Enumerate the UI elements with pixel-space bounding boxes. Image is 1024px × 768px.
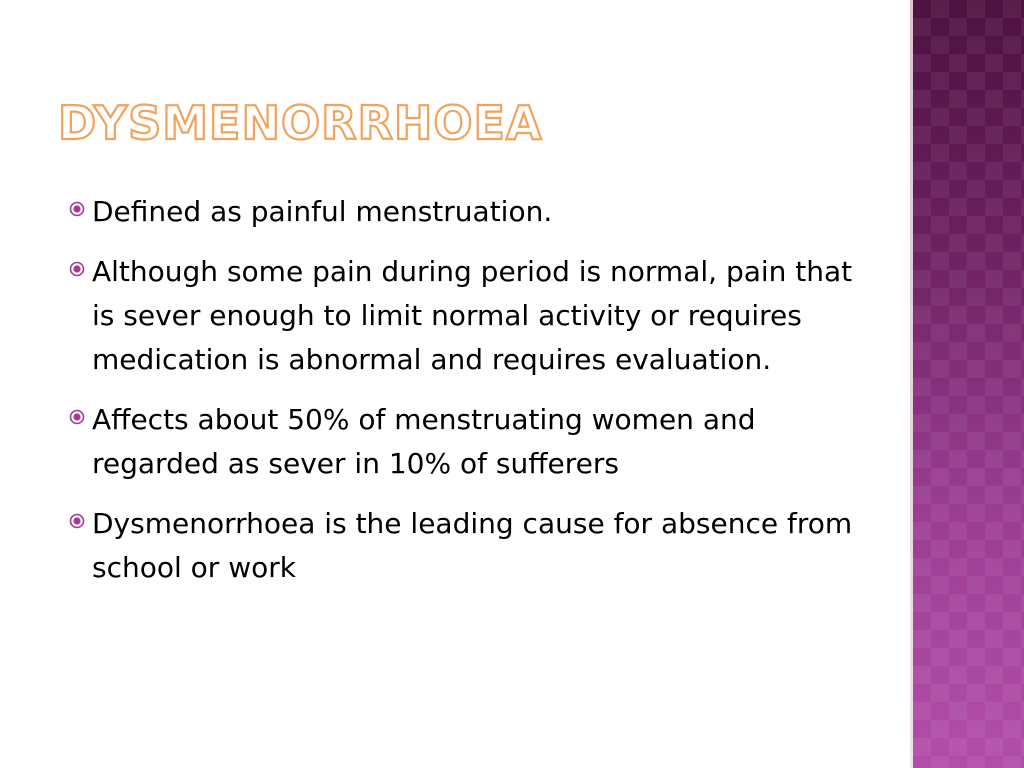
radio-bullet-icon (62, 513, 92, 529)
bullet-item-2 (62, 250, 862, 382)
radio-bullet-icon (62, 261, 92, 277)
decorative-side-panel (913, 0, 1024, 768)
bullet-text: Although some pain during period is normal, pain that is sever enough to limit normal activity or requires medication is abnormal and requires evaluation. (92, 255, 853, 376)
radio-bullet-icon (62, 409, 92, 425)
bullet-item-4 (62, 502, 862, 590)
bullet-text: Affects about 50% of menstruating women and regarded as sever in 10% of sufferers (92, 403, 756, 480)
bullet-text: Defined as painful menstruation. (92, 195, 553, 228)
bullet-item-1 (62, 190, 862, 234)
bullet-text: Dysmenorrhoea is the leading cause for absence from school or work (92, 507, 853, 584)
bullet-list (62, 190, 862, 606)
radio-bullet-icon (62, 201, 92, 217)
bullet-item-3 (62, 398, 862, 486)
slide-title: DYSMENORRHOEA (58, 96, 543, 150)
